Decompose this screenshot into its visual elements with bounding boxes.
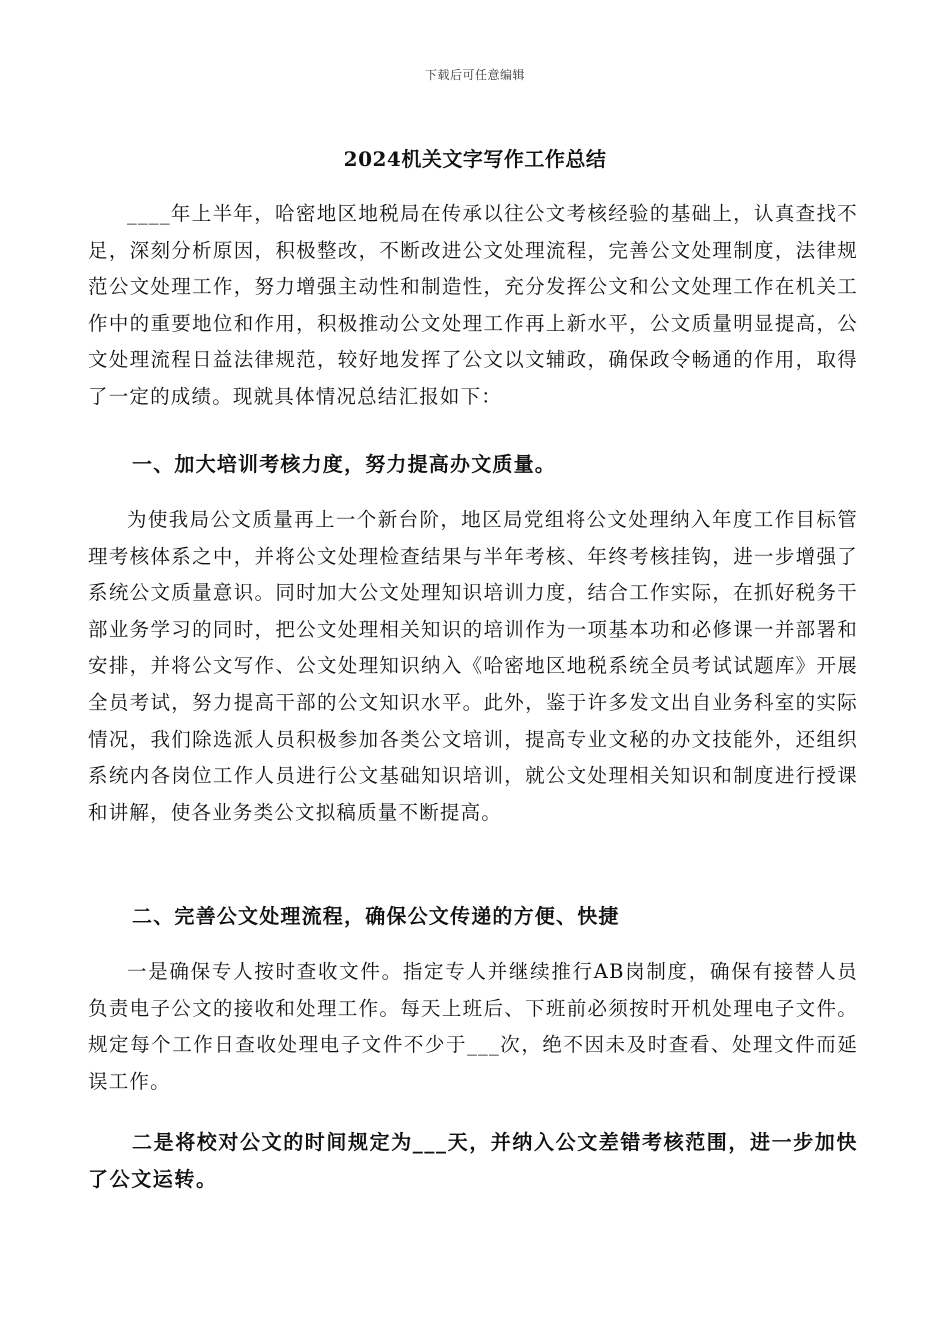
section2-bold-paragraph: 二是将校对公文的时间规定为___天，并纳入公文差错考核范围，进一步加快了公文运转。 bbox=[88, 1130, 858, 1191]
document-title: 2024机关文字写作工作总结 bbox=[343, 147, 607, 171]
section1-body: 为使我局公文质量再上一个新台阶，地区局党组将公文处理纳入年度工作目标管理考核体系之中，并将公文处理检查结果与半年考核、年终考核挂钩，进一步增强了系统公文质量意识。同时加大公文处理知识培训力度，结合工作实际，在抓好税务干部业务学习的同时，把公文处理相关知识的培训作为一项基本功和必修课一并部署和安排，并将公文写作、公文处理知识纳入《哈密地区地税系统全员考试试题库》开展全员考试，努力提高干部的公文知识水平。此外，鉴于许多发文出自业务科室的实际情况，我们除选派人员积极参加各类公文培训，提高专业文秘的办文技能外，还组织系统内各岗位工作人员进行公文基础知识培训，就公文处理相关知识和制度进行授课和讲解，使各业务类公文拟稿质量不断提高。 bbox=[88, 508, 858, 824]
section2-heading: 二、完善公文处理流程，确保公文传递的方便、快捷 bbox=[132, 904, 620, 928]
section2-body: 一是确保专人按时查收文件。指定专人并继续推行AB岗制度，确保有接替人员负责电子公文的接收和处理工作。每天上班后、下班前必须按时开机处理电子文件。规定每个工作日查收处理电子文件不少于___次，绝不因未及时查看、处理文件而延误工作。 bbox=[88, 960, 858, 1093]
header-note: 下载后可任意编辑 bbox=[424, 68, 525, 82]
intro-paragraph: ____年上半年，哈密地区地税局在传承以往公文考核经验的基础上，认真查找不足，深刻分析原因，积极整改，不断改进公文处理流程，完善公文处理制度，法律规范公文处理工作，努力增强主动性和制造性，充分发挥公文和公文处理工作在机关工作中的重要地位和作用，积极推动公文处理工作再上新水平，公文质量明显提高，公文处理流程日益法律规范，较好地发挥了公文以文辅政，确保政令畅通的作用，取得了一定的成绩。现就具体情况总结汇报如下： bbox=[88, 202, 858, 408]
section1-heading: 一、加大培训考核力度，努力提高办文质量。 bbox=[132, 452, 556, 476]
